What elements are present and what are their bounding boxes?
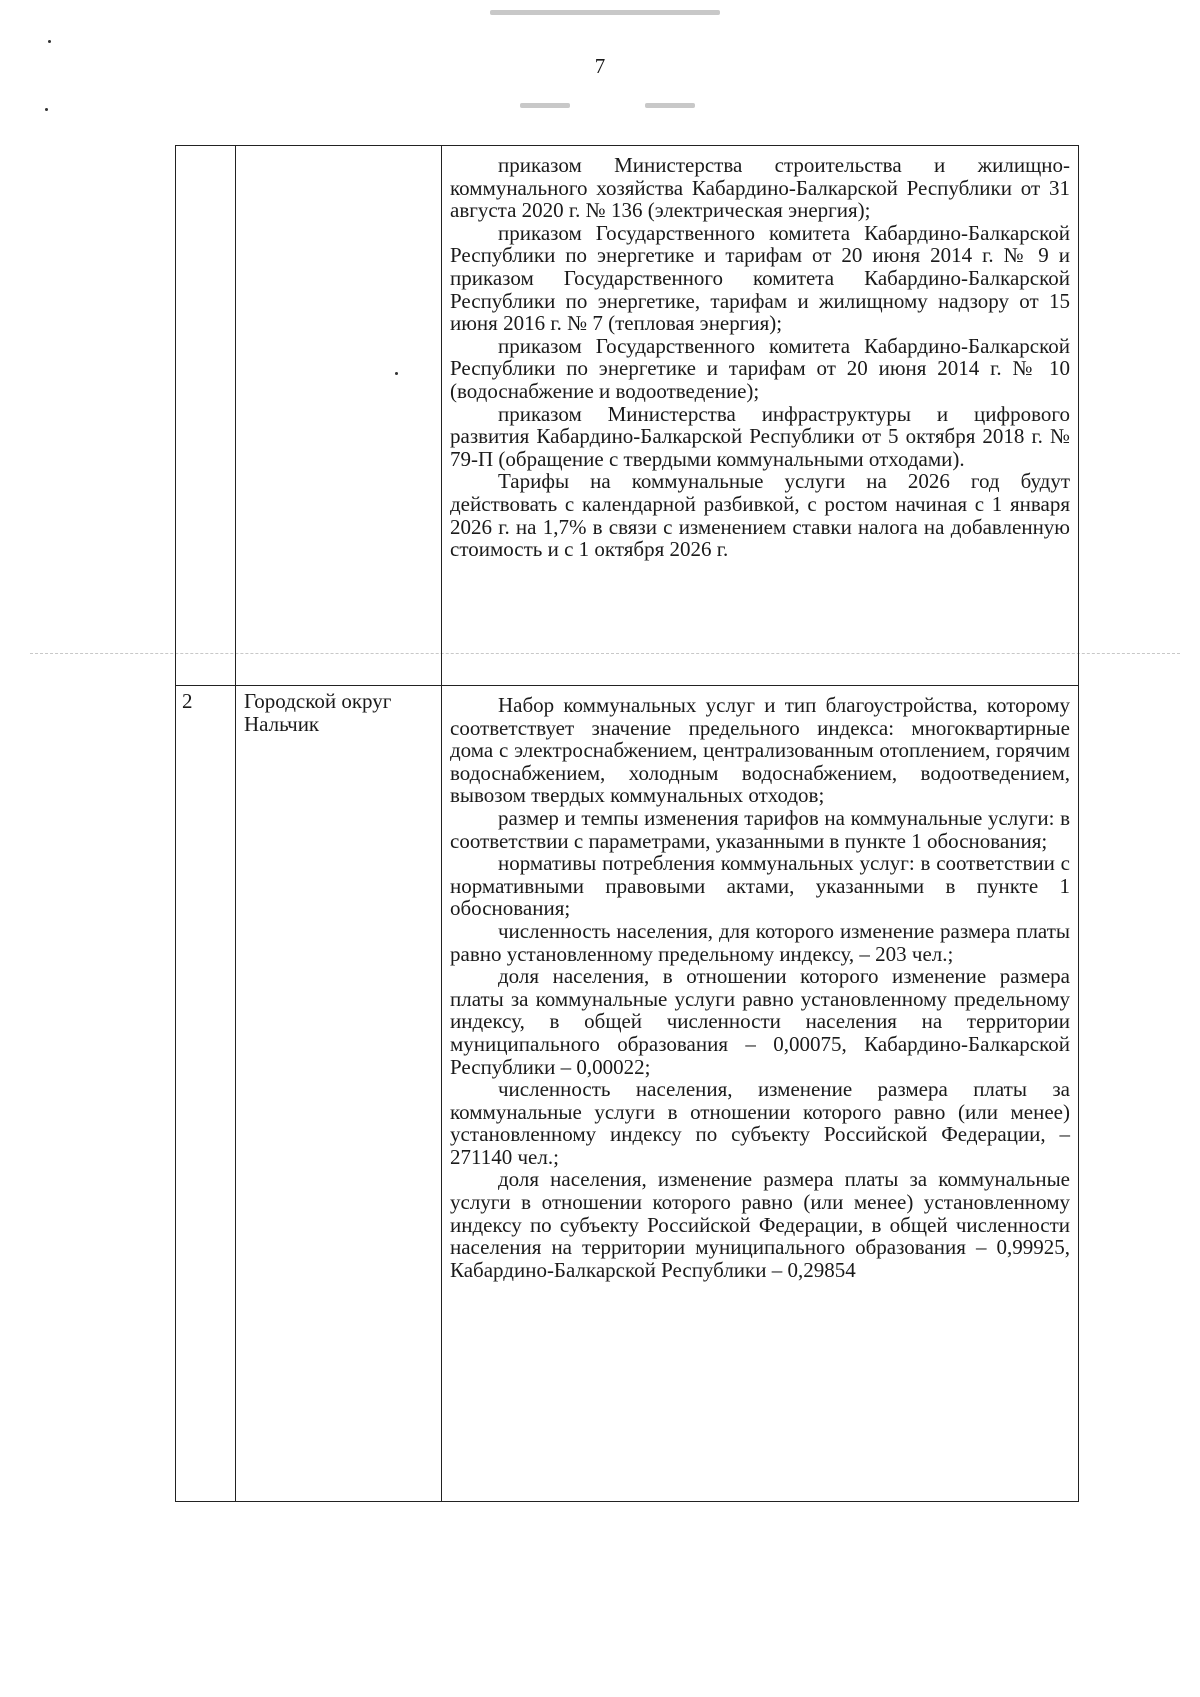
- justification-text-cell: [442, 686, 1079, 1502]
- scan-artifact: [645, 103, 695, 108]
- row-number-cell: 2: [176, 686, 236, 1502]
- paragraph: приказом Министерства инфраструктуры и цифрового развития Кабардино-Балкарской Республики от 5 октября 2018 г. № 79-П (обращение с твердыми коммунальными отходами).: [450, 401, 1070, 471]
- scan-artifact: [48, 40, 51, 43]
- paragraph: численность населения, для которого изменение размера платы равно установленному предельному индексу, – 203 чел.;: [450, 918, 1070, 966]
- paragraph: численность населения, изменение размера платы за коммунальные услуги в отношении которого равно (или менее) установленному индексу по субъекту Российской Федерации, – 271140 чел.;: [450, 1077, 1070, 1169]
- table-row: [176, 146, 1079, 686]
- paragraph: доля населения, в отношении которого изменение размера платы за коммунальные услуги равно установленному предельному индексу, в общей численности населения на территории муниципального образования – 0,00075, Кабардино-Балкарской Республики – 0,00022;: [450, 964, 1070, 1079]
- justification-table: [175, 145, 1079, 1502]
- scan-artifact: [520, 103, 570, 108]
- scan-artifact: [45, 108, 48, 111]
- municipality-cell: [236, 146, 442, 686]
- paragraph: приказом Государственного комитета Кабардино-Балкарской Республики по энергетике и тарифам от 20 июня 2014 г. № 9 и приказом Государственного комитета Кабардино-Балкарской Республики по энергетике, тарифам и жилищному надзору от 15 июня 2016 г. № 7 (тепловая энергия);: [450, 220, 1070, 336]
- page-number: 7: [594, 54, 606, 78]
- paragraph: нормативы потребления коммунальных услуг: в соответствии с нормативными правовыми актами, указанными в пункте 1 обоснования;: [450, 851, 1070, 921]
- paragraph: Тарифы на коммунальные услуги на 2026 год будут действовать с календарной разбивкой, с ростом начиная с 1 января 2026 г. на 1,7% в связи с изменением ставки налога на добавленную стоимость и с 1 октября 2026 г.: [450, 469, 1070, 562]
- scan-artifact: [490, 10, 720, 15]
- paragraph: размер и темпы изменения тарифов на коммунальные услуги: в соответствии с параметрами, указанными в пункте 1 обоснования;: [450, 805, 1070, 853]
- table-row: [176, 686, 1079, 1502]
- paragraph: приказом Государственного комитета Кабардино-Балкарской Республики по энергетике и тарифам от 20 июня 2014 г. № 10 (водоснабжение и водоотведение);: [450, 333, 1070, 403]
- paragraph: Набор коммунальных услуг и тип благоустройства, которому соответствует значение предельного индекса: многоквартирные дома с электроснабжением, централизованным отоплением, горячим водоснабжением, холодным водоснабжением, водоотведением, вывозом твердых коммунальных отходов;: [450, 693, 1070, 808]
- row-number-cell: [176, 146, 236, 686]
- paragraph: доля населения, изменение размера платы за коммунальные услуги в отношении которого равно (или менее) установленному индексу по субъекту Российской Федерации, в общей численности населения на территории муниципального образования – 0,99925, Кабардино-Балкарской Республики – 0,29854: [450, 1167, 1070, 1282]
- paragraph: приказом Министерства строительства и жилищно-коммунального хозяйства Кабардино-Балкарской Республики от 31 августа 2020 г. № 136 (электрическая энергия);: [450, 153, 1070, 223]
- justification-text-cell: [442, 146, 1079, 686]
- municipality-cell: Городской округ Нальчик: [236, 686, 442, 1502]
